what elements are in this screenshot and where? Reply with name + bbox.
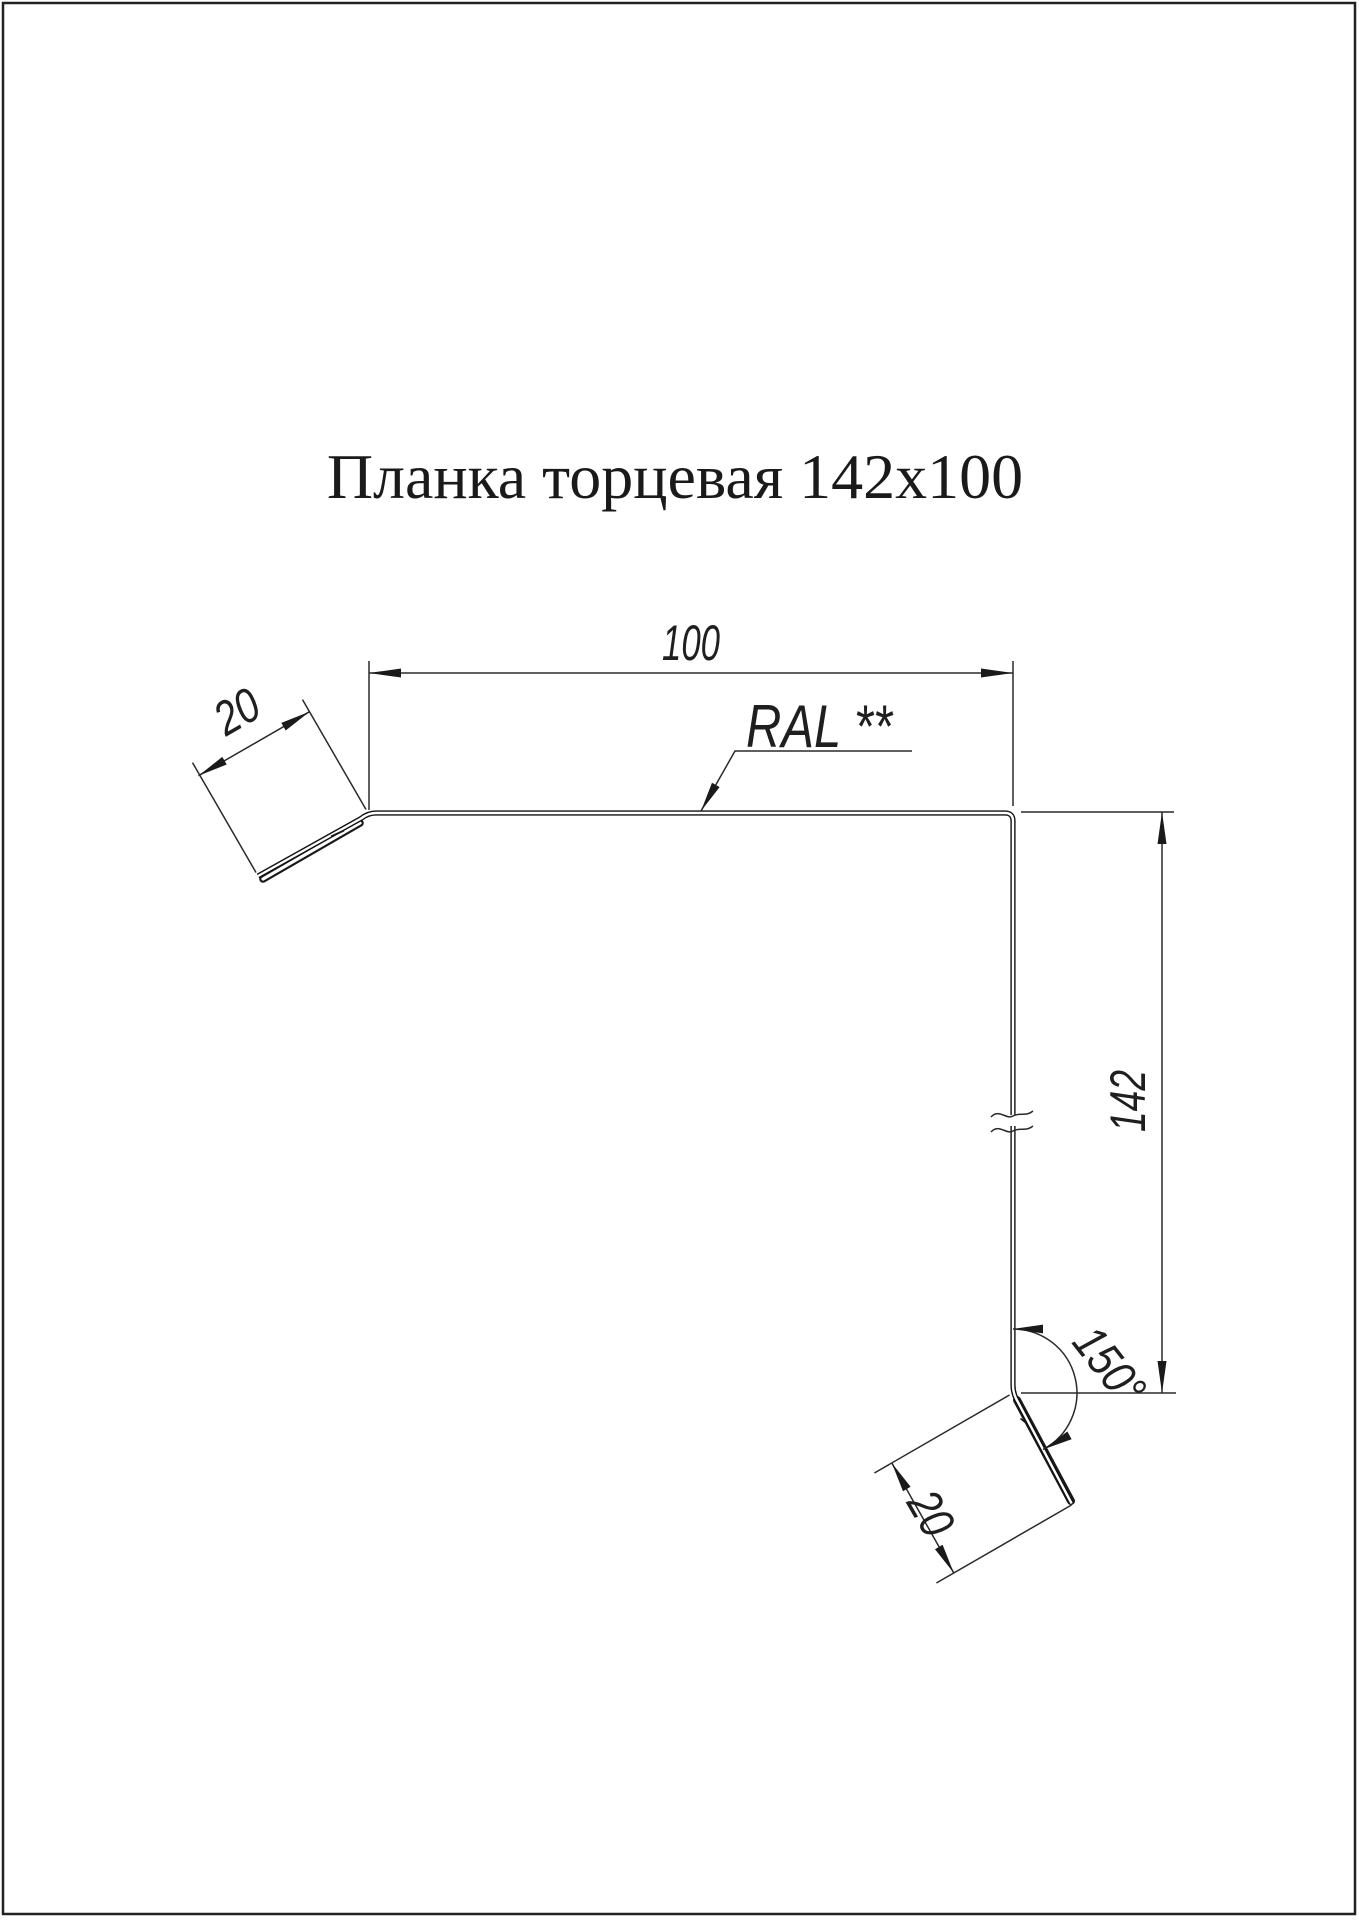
profile-outline — [258, 813, 1072, 1503]
arrowhead — [1013, 1325, 1043, 1334]
dim-flange-top-20 — [193, 673, 367, 872]
ral-leader — [701, 693, 912, 811]
arrowhead — [935, 1545, 954, 1573]
extension-line — [874, 1395, 1009, 1473]
arrowhead — [1158, 812, 1167, 844]
arrowhead — [369, 669, 401, 678]
top-hem-inner — [263, 823, 360, 879]
arrowhead — [1158, 1361, 1167, 1393]
leader-line — [701, 751, 912, 811]
dim-flange-bottom-label: 20 — [896, 1481, 969, 1555]
profile-sheet-outer — [258, 813, 1072, 1503]
arrowhead — [1043, 1432, 1072, 1450]
dim-height-label: 142 — [1100, 1048, 1156, 1132]
dim-angle-label: 150° — [1062, 1316, 1165, 1428]
page-border — [3, 3, 1355, 1914]
dim-width-100 — [369, 615, 1013, 810]
profile-sheet-core — [258, 813, 1072, 1503]
arrowhead — [981, 669, 1013, 678]
drawing-title: Планка торцевая 142х100 — [326, 441, 1024, 512]
extension-line — [303, 700, 367, 810]
dim-flange-bottom-20 — [874, 1395, 1071, 1583]
dim-flange-top-label: 20 — [204, 673, 278, 747]
arrowhead — [892, 1463, 911, 1491]
arrowhead — [701, 783, 720, 811]
coating-label: RAL ** — [746, 693, 894, 760]
arrowhead — [281, 712, 309, 731]
dim-length-142 — [1021, 812, 1176, 1393]
extension-line — [193, 763, 257, 873]
dim-width-label: 100 — [662, 615, 721, 671]
arrowhead — [199, 757, 227, 776]
